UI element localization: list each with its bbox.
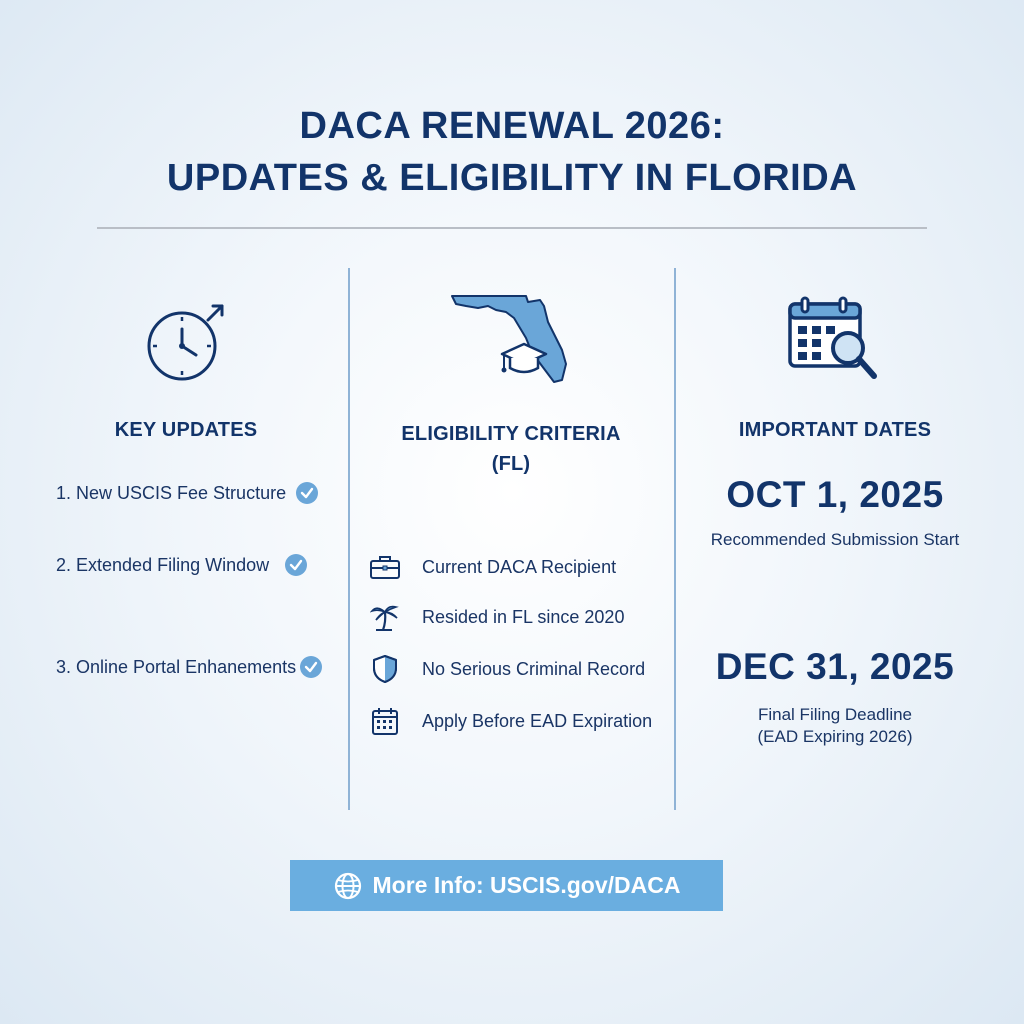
update-item-label: 2. Extended Filing Window xyxy=(56,554,270,575)
eligibility-heading-line-2: (FL) xyxy=(491,453,531,475)
update-item-filing-window xyxy=(56,554,307,576)
column-divider-left xyxy=(348,268,350,810)
update-item-label: 3. Online Portal Enhanements xyxy=(56,656,297,677)
palm-tree-icon xyxy=(368,602,402,632)
final-deadline-label xyxy=(690,704,980,748)
eligibility-item-criminal-record xyxy=(368,654,645,684)
eligibility-heading xyxy=(380,419,642,479)
calendar-icon xyxy=(368,706,402,736)
shield-icon xyxy=(368,654,402,684)
check-circle-icon xyxy=(300,656,322,678)
update-item-online-portal xyxy=(56,656,322,678)
check-circle-icon xyxy=(285,554,307,576)
eligibility-item-ead-expiration xyxy=(368,706,652,736)
final-deadline-label-line-2: (EAD Expiring 2026) xyxy=(757,727,913,746)
calendar-search-icon xyxy=(786,296,882,386)
final-deadline-label-line-1: Final Filing Deadline xyxy=(757,705,913,724)
eligibility-item-residence xyxy=(368,602,624,632)
column-divider-right xyxy=(674,268,676,810)
eligibility-item-label: Apply Before EAD Expiration xyxy=(422,710,653,731)
eligibility-heading-line-1: ELIGIBILITY CRITERIA xyxy=(401,423,621,445)
eligibility-item-current-recipient xyxy=(368,552,616,582)
briefcase-icon xyxy=(368,552,402,582)
florida-map-graduation-cap-icon xyxy=(448,288,588,388)
final-deadline-date: DEC 31, 2025 xyxy=(715,646,955,687)
submission-start-date: OCT 1, 2025 xyxy=(726,474,944,515)
globe-icon xyxy=(333,871,363,901)
important-dates-heading: IMPORTANT DATES xyxy=(738,419,932,441)
eligibility-item-label: Resided in FL since 2020 xyxy=(422,606,625,627)
more-info-button[interactable] xyxy=(290,860,723,911)
clock-arrow-icon xyxy=(140,300,230,390)
title-line-2: UPDATES & ELIGIBILITY IN FLORIDA xyxy=(166,157,858,199)
submission-start-label: Recommended Submission Start xyxy=(710,530,960,549)
check-circle-icon xyxy=(296,482,318,504)
title-divider xyxy=(97,227,927,229)
eligibility-item-label: Current DACA Recipient xyxy=(422,556,617,577)
more-info-label: More Info: USCIS.gov/DACA xyxy=(372,872,681,898)
title-line-1: DACA RENEWAL 2026: xyxy=(299,105,725,147)
page-title xyxy=(0,100,1024,204)
key-updates-heading: KEY UPDATES xyxy=(114,419,258,441)
eligibility-item-label: No Serious Criminal Record xyxy=(422,658,646,679)
update-item-fee-structure xyxy=(56,482,318,504)
update-item-label: 1. New USCIS Fee Structure xyxy=(56,482,287,503)
